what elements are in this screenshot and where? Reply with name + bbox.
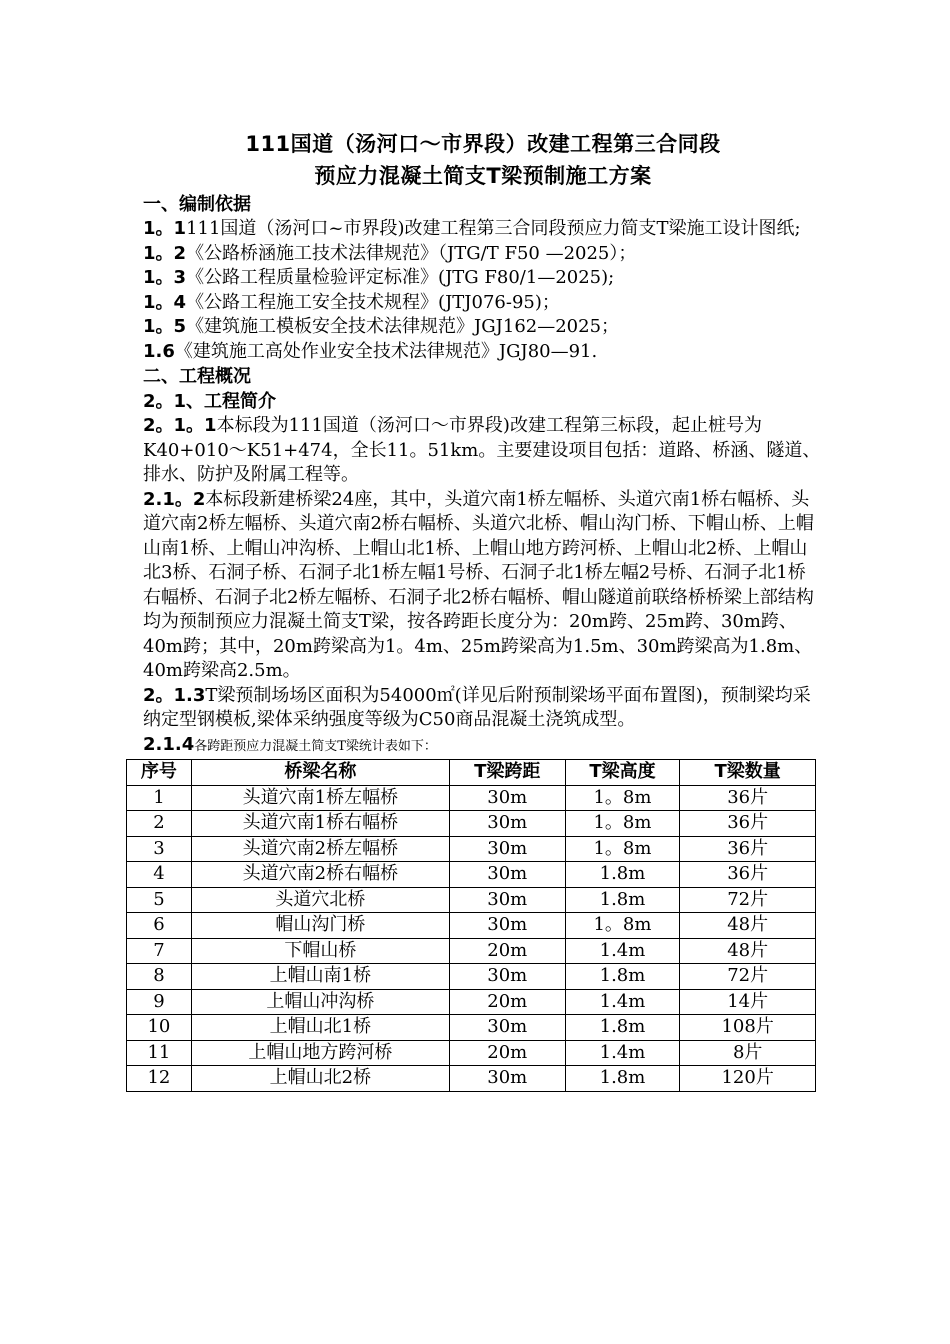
table-row	[127, 989, 816, 1015]
cell-span: 30m	[449, 836, 565, 862]
item-text: 111国道（汤河口~市界段)改建工程第三合同段预应力简支T梁施工设计图纸;	[186, 218, 801, 239]
cell-index: 10	[127, 1015, 192, 1041]
cell-height: 1.8m	[565, 887, 680, 913]
item-text: 《公路工程质量检验评定标准》(JTG F80/1—2025);	[186, 267, 615, 288]
cell-height: 1.8m	[565, 964, 680, 990]
cell-bridge-name: 帽山沟门桥	[191, 913, 449, 939]
cell-bridge-name: 头道穴南2桥右幅桥	[191, 862, 449, 888]
header-span: T梁跨距	[449, 760, 565, 786]
paragraph-number: 2。1.3	[143, 684, 206, 706]
paragraph	[143, 488, 823, 684]
table-row	[127, 836, 816, 862]
cell-index: 9	[127, 989, 192, 1015]
item-text: 《公路工程施工安全技术规程》(JTJ076-95)；	[186, 291, 560, 313]
cell-index: 1	[127, 785, 192, 811]
table-row	[127, 862, 816, 888]
cell-quantity: 48片	[680, 913, 816, 939]
table-row	[127, 887, 816, 913]
cell-quantity: 36片	[680, 836, 816, 862]
cell-index: 4	[127, 862, 192, 888]
paragraph-number: 2.1。2	[143, 488, 206, 510]
table-row	[127, 785, 816, 811]
header-quantity: T梁数量	[680, 760, 816, 786]
paragraph	[143, 684, 823, 733]
item-text: 《建筑施工模板安全技术法律规范》JGJ162—2025；	[186, 316, 620, 337]
item-number: 1.6	[143, 340, 175, 362]
cell-bridge-name: 下帽山桥	[191, 938, 449, 964]
cell-bridge-name: 头道穴南1桥左幅桥	[191, 785, 449, 811]
cell-height: 1.4m	[565, 989, 680, 1015]
cell-quantity: 72片	[680, 964, 816, 990]
paragraph-number: 2。1。1	[143, 415, 217, 436]
cell-index: 8	[127, 964, 192, 990]
cell-height: 1。8m	[565, 913, 680, 939]
cell-quantity: 8片	[680, 1040, 816, 1066]
cell-span: 30m	[449, 964, 565, 990]
cell-bridge-name: 头道穴北桥	[191, 887, 449, 913]
cell-span: 30m	[449, 862, 565, 888]
cell-quantity: 36片	[680, 785, 816, 811]
item-number: 1。4	[143, 291, 187, 313]
cell-span: 30m	[449, 811, 565, 837]
cell-index: 3	[127, 836, 192, 862]
document-title-line-2: 预应力混凝土简支T梁预制施工方案	[314, 164, 652, 188]
paragraph-text: T梁预制场场区面积为54000㎡(详见后附预制梁场平面布置图)，预制梁均采纳定型钢模板,梁体采纳强度等级为C50商品混凝土浇筑成型。	[143, 684, 811, 730]
item-number: 1。3	[143, 267, 187, 288]
cell-index: 5	[127, 887, 192, 913]
cell-span: 30m	[449, 785, 565, 811]
table-row	[127, 913, 816, 939]
cell-bridge-name: 上帽山北2桥	[191, 1066, 449, 1092]
list-item	[143, 242, 823, 267]
cell-bridge-name: 上帽山北1桥	[191, 1015, 449, 1041]
t-beam-statistics-table	[126, 759, 816, 1092]
cell-span: 20m	[449, 989, 565, 1015]
table-header-row	[127, 760, 816, 786]
cell-height: 1.4m	[565, 1040, 680, 1066]
list-item	[143, 340, 823, 365]
cell-bridge-name: 上帽山地方跨河桥	[191, 1040, 449, 1066]
list-item	[143, 315, 823, 340]
cell-height: 1。8m	[565, 811, 680, 837]
item-number: 1。1	[143, 218, 187, 239]
table-caption-text: 各跨距预应力混凝土简支T梁统计表如下：	[194, 738, 437, 754]
section-1-list	[143, 217, 823, 364]
cell-index: 2	[127, 811, 192, 837]
cell-quantity: 36片	[680, 862, 816, 888]
item-number: 1。2	[143, 242, 187, 264]
header-index: 序号	[127, 760, 192, 786]
cell-quantity: 108片	[680, 1015, 816, 1041]
cell-bridge-name: 上帽山冲沟桥	[191, 989, 449, 1015]
cell-height: 1.8m	[565, 1066, 680, 1092]
cell-quantity: 48片	[680, 938, 816, 964]
cell-quantity: 36片	[680, 811, 816, 837]
list-item	[143, 266, 823, 291]
cell-span: 20m	[449, 938, 565, 964]
cell-height: 1。8m	[565, 836, 680, 862]
cell-quantity: 120片	[680, 1066, 816, 1092]
cell-index: 6	[127, 913, 192, 939]
table-caption-number: 2.1.4	[143, 733, 195, 755]
section-2-1-subheading: 2。1、工程简介	[143, 391, 277, 412]
cell-quantity: 14片	[680, 989, 816, 1015]
table-row	[127, 1015, 816, 1041]
section-2-heading: 二、工程概况	[143, 366, 251, 387]
list-item	[143, 217, 823, 242]
table-caption	[143, 733, 823, 760]
cell-height: 1。8m	[565, 785, 680, 811]
table-row	[127, 938, 816, 964]
item-number: 1。5	[143, 316, 187, 337]
cell-span: 30m	[449, 913, 565, 939]
paragraph-text: 本标段新建桥梁24座，其中，头道穴南1桥左幅桥、头道穴南1桥右幅桥、头道穴南2桥左幅桥、头道穴南2桥右幅桥、头道穴北桥、帽山沟门桥、下帽山桥、上帽山南1桥、上帽山冲沟桥、上帽山北1桥、上帽山地方跨河桥、上帽山北2桥、上帽山北3桥、石洞子桥、石洞子北1桥左幅1号桥、石洞子北1桥左幅2号桥、石洞子北1桥右幅桥、石洞子北2桥左幅桥、石洞子北2桥右幅桥、帽山隧道前联络桥桥梁上部结构均为预制预应力混凝土简支T梁，按各跨距长度分为：20m跨、25m跨、30m跨、40m跨；其中，20m跨梁高为1。4m、25m跨梁高为1.5m、30m跨梁高为1.8m、40m跨梁高2.5m。	[143, 488, 814, 681]
document-title-line-1: 111国道（汤河口～市界段）改建工程第三合同段	[245, 132, 721, 156]
header-height: T梁高度	[565, 760, 680, 786]
cell-index: 11	[127, 1040, 192, 1066]
table-row	[127, 811, 816, 837]
cell-span: 30m	[449, 1066, 565, 1092]
table-row	[127, 1066, 816, 1092]
cell-index: 7	[127, 938, 192, 964]
cell-bridge-name: 头道穴南1桥右幅桥	[191, 811, 449, 837]
cell-height: 1.4m	[565, 938, 680, 964]
header-bridge-name: 桥梁名称	[191, 760, 449, 786]
cell-span: 30m	[449, 887, 565, 913]
paragraph-text: 本标段为111国道（汤河口～市界段)改建工程第三标段，起止桩号为K40+010～K51+474，全长11。51km。主要建设项目包括：道路、桥涵、隧道、排水、防护及附属工程等。	[143, 415, 821, 485]
cell-quantity: 72片	[680, 887, 816, 913]
cell-height: 1.8m	[565, 1015, 680, 1041]
cell-bridge-name: 头道穴南2桥左幅桥	[191, 836, 449, 862]
cell-bridge-name: 上帽山南1桥	[191, 964, 449, 990]
table-row	[127, 964, 816, 990]
item-text: 《公路桥涵施工技术法律规范》（JTG/T F50 —2025）；	[186, 242, 637, 264]
cell-height: 1.8m	[565, 862, 680, 888]
document-page	[140, 128, 823, 1092]
cell-span: 30m	[449, 1015, 565, 1041]
list-item	[143, 291, 823, 316]
section-1-heading: 一、编制依据	[143, 194, 251, 215]
table-row	[127, 1040, 816, 1066]
cell-index: 12	[127, 1066, 192, 1092]
paragraph	[143, 414, 823, 488]
item-text: 《建筑施工高处作业安全技术法律规范》JGJ80—91.	[174, 340, 598, 362]
cell-span: 20m	[449, 1040, 565, 1066]
